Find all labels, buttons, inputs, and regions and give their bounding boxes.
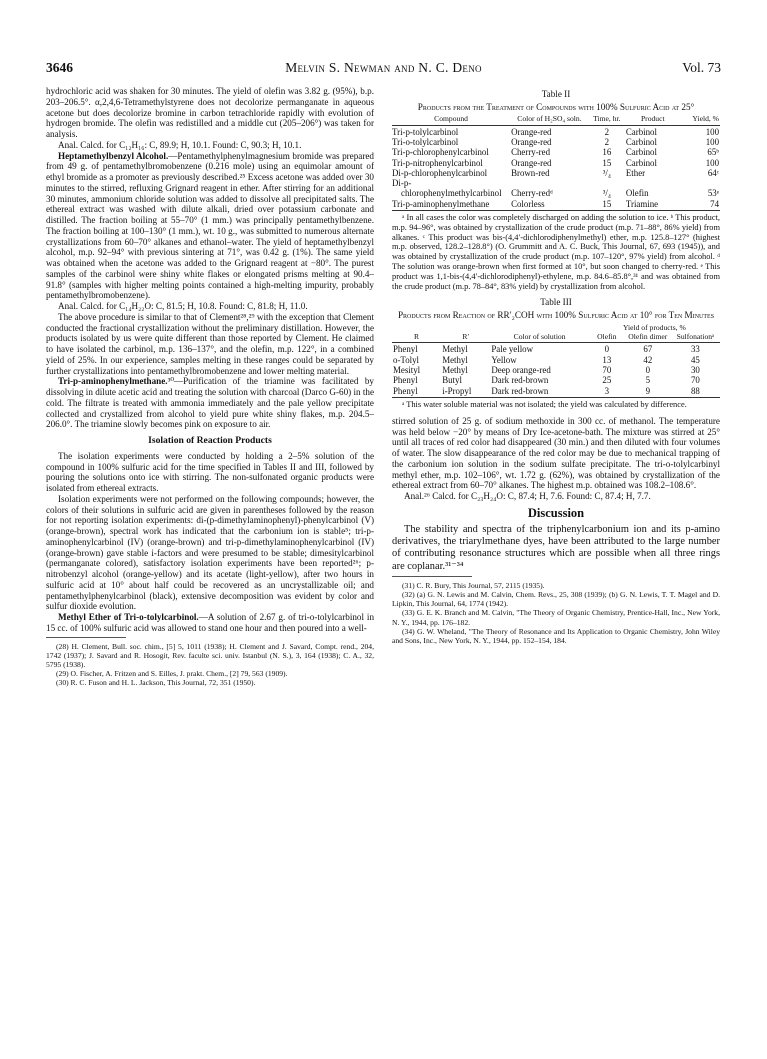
table-row — [392, 125, 720, 137]
table-cell: 13 — [602, 354, 612, 365]
table-header: Time, hr. — [589, 115, 625, 125]
table-header: Color of H₂SO₄ soln. — [510, 115, 589, 125]
table-cell: Colorless — [510, 199, 589, 211]
paragraph-text: —Pentamethylphenylmagnesium bromide was prepared from 49 g. of pentamethylbromobenzene (0.216 mole) using an equimolar amount of ethyl bromide as a promoter as previously described.²⁵ Excess acetone was added over 30 minutes to the stirred, refluxing Grignard reagent in ether. After stirring for an additional 30 minutes, ammonium chloride solution was added to dissolve all precipitated salts. The ethereal extract was washed with dilute alkali, dried over potassium carbonate and distilled. The fraction boiling at 55–70° (1 mm.) was principally pentamethylbenzene. The fraction boiling at 100–130° (1 mm.), wt. 10 g., was submitted to numerous alternate crystallizations from 60–70° alkanes and ethanol–water. The yield of heptamethylbenzyl alcohol, m.p. 92–94° with previous sintering at 71°, was 0.42 g. (1%). The same yield was obtained when the acetone was added to the Grignard reagent at −80°. The purest samples of the carbinol were shiny white flakes or elongated prisms melting at 90.4–91.8° (samples with higher melting points contained a high-melting impurity, probably pentamethylbromobenzene). — [46, 150, 374, 301]
table-cell: Orange-red — [511, 126, 552, 137]
table-cell: 74 — [681, 199, 720, 211]
table-cell: 53ᵉ — [707, 188, 719, 199]
table-row — [392, 158, 720, 168]
table-cell: 16 — [602, 147, 612, 158]
table-cell: 0 — [604, 344, 610, 355]
footnote: (31) C. R. Bury, This Journal, 57, 2115 (1935). — [402, 581, 545, 591]
table-cell: Cherry-red — [511, 147, 551, 158]
table-footnotes: ᵃ This water soluble material was not isolated; the yield was calculated by difference. — [402, 399, 687, 409]
table-label: Table II — [541, 89, 571, 99]
footnote: (30) R. C. Fuson and H. L. Jackson, This Journal, 72, 351 (1950). — [56, 677, 256, 687]
table-cell: 3 — [589, 386, 625, 398]
table-header: Yield, % — [681, 115, 720, 125]
table-cell: ³/₄ — [602, 188, 611, 199]
table-cell: Olefin — [625, 188, 649, 199]
table-cell: Dark red-brown — [491, 375, 549, 386]
table-ii — [392, 115, 720, 211]
section-heading: Discussion — [527, 505, 585, 520]
table-cell: Phenyl — [393, 344, 418, 355]
volume-label: Vol. 73 — [682, 60, 721, 75]
table-header: R — [392, 333, 441, 343]
table-cell: Brown-red — [511, 167, 550, 178]
footnote: (32) (a) G. N. Lewis and M. Calvin, Chem. Revs., 25, 308 (1939); (b) G. N. Lewis, T. T. Magel and D. Lipkin, This Journal, 64, 1774 (1942). — [392, 590, 720, 609]
table-cell: Tri-p-nitrophenylcarbinol — [392, 157, 483, 168]
run-in-heading: Heptamethylbenzyl Alcohol. — [58, 150, 169, 161]
paragraph: stirred solution of 25 g. of sodium methoxide in 300 cc. of methanol. The temperature was held below −20° by means of Dry Ice-acetone-bath. The mixture was stirred at 25° until all traces of red color had disappeared (30 min.) and then diluted with four volumes of water. The slow disappearance of the red color may be due to mechanical trapping of the carbonium ion solution in the sodium sulfate precipitate. The tri-o-tolylcarbinyl methyl ether, m.p. 102–106°, wt. 1.72 g. (62%), was obtained by crystallization of the ethereal extract from 60–70° alkanes. The highest m.p. obtained was 108.2–108.6°. — [392, 415, 720, 491]
table-row — [392, 375, 720, 385]
table-cell: Phenyl — [392, 386, 441, 398]
table-cell: 15 — [602, 157, 612, 168]
table-header: Olefin dimer — [625, 333, 671, 343]
table-cell: Tri-p-chlorophenylcarbinol — [392, 147, 489, 158]
table-cell: i-Propyl — [441, 386, 490, 398]
paragraph — [46, 612, 374, 634]
right-column — [392, 86, 720, 645]
table-cell: o-Tolyl — [393, 354, 419, 365]
table-cell: ³/₄ — [602, 167, 611, 178]
table-row — [392, 365, 720, 375]
table-cell: Dark red-brown — [490, 386, 588, 398]
table-iii — [392, 324, 720, 398]
table-cell: 70 — [690, 375, 700, 386]
table-cell: 30 — [690, 365, 700, 376]
table-row — [392, 199, 720, 211]
footnote-rule — [46, 637, 126, 638]
table-cell: 2 — [604, 136, 610, 147]
table-header: Color of solution — [490, 333, 588, 343]
table-cell: 64ᶜ — [707, 167, 719, 178]
table-header: Sulfonationᵃ — [671, 333, 720, 343]
section-heading: Isolation of Reaction Products — [148, 435, 272, 446]
table-row — [392, 343, 720, 355]
table-cell: Deep orange-red — [491, 365, 551, 376]
analysis-paragraph: Anal. Calcd. for C₁₂H₁₆: C, 89.9; H, 10.1. Found: C, 90.3; H, 10.1. — [58, 139, 302, 150]
table-cell: 100 — [705, 136, 719, 147]
table-cell: Di-p-chlorophenylmethylcarbinol — [392, 178, 502, 199]
table-cell: 100 — [705, 157, 719, 168]
paragraph-text: ³⁰—Purification of the triamine was facilitated by dissolving in dilute acetic acid and treating the solution with charcoal (Darco G-60) in the cold. The filtrate is treated with ammonia immediately and the pale yellow precipitate collected and crystallized from alcohol to yield pure white shiny flakes, m.p. 204.5–206.0°. The triamine slowly becomes pink on exposure to air. — [46, 376, 374, 430]
paragraph — [46, 376, 374, 430]
paragraph: hydrochloric acid was shaken for 30 minutes. The yield of olefin was 3.82 g. (95%), b.p. 203–206.5°. α,2,4,6-Tetramethylstyrene does not decolorize permanganate in aqueous acetone but does decolorize bromine in carbon tetrachloride rapidly with evolution of hydrogen bromide. The olefin was redistilled and a middle cut (205–206°) was taken for analysis. — [46, 86, 374, 139]
table-cell: Yellow — [491, 354, 517, 365]
table-row — [392, 168, 720, 178]
table-cell: Methyl — [442, 344, 468, 355]
table-cell: Orange-red — [511, 136, 552, 147]
paragraph: Isolation experiments were not performed on the following compounds; however, the colors of their solutions in sulfuric acid are given in parentheses followed by the reason for not reporting isolation experiments: di-(p-dimethylaminophenyl)-phenylcarbinol (V) (orange-brown), spectral work has indicated that the carbonium ion is stable⁵; tri-p-aminophenylcarbinol (IV) (orange-brown) and tri-p-dimethylaminophenylcarbinol (IV) (orange-brown) gave stable i-factors and were presumed to be stable; dimesitylcarbinol (permanganate colored), satisfactory isolation experiments have been reported²⁶; p-nitrobenzyl alcohol (orange-yellow) and its acetate (light-yellow), after two hours in sulfuric acid at 10° about half could be recovered as an uncrystallizable oil; and pentamethylphenylcarbinol (black), extensive decomposition was evident by color and sulfur dioxide evolution. — [46, 493, 374, 612]
page-number: 3646 — [46, 60, 73, 75]
run-in-heading: Tri-p-aminophenylmethane. — [58, 376, 168, 387]
table-cell: Di-p-chlorophenylcarbinol — [392, 167, 488, 178]
table-caption: Products from the Treatment of Compounds with 100% Sulfuric Acid at 25° — [417, 101, 695, 112]
table-cell: 9 — [625, 386, 671, 398]
table-cell: 70 — [602, 365, 612, 376]
table-cell: Pale yellow — [491, 344, 534, 355]
table-cell: Triamine — [625, 199, 681, 211]
table-cell: 25 — [602, 375, 612, 386]
table-row — [392, 386, 720, 398]
table-row — [392, 137, 720, 147]
table-cell: Orange-red — [511, 157, 552, 168]
table-row — [392, 178, 720, 199]
left-column — [46, 86, 374, 687]
paragraph-text: —A solution of 2.67 g. of tri-o-tolylcarbinol in 15 cc. of 100% sulfuric acid was allowed to stand one hour and then poured into a well- — [46, 612, 375, 633]
page-header — [46, 60, 721, 80]
table-cell: 45 — [690, 354, 700, 365]
footnote: (33) G. E. K. Branch and M. Calvin, "The Theory of Organic Chemistry, Prentice-Hall, Inc., New York, N. Y., 1944, pp. 176–182. — [392, 608, 720, 627]
table-cell: 42 — [643, 354, 653, 365]
table-cell: Phenyl — [393, 375, 418, 386]
group-header: Yield of products, % — [622, 322, 686, 332]
run-in-heading: Methyl Ether of Tri-o-tolylcarbinol. — [58, 612, 199, 622]
table-caption: Products from Reaction of RR′₂COH with 100% Sulfuric Acid at 10° for Ten Minutes — [397, 310, 715, 321]
paragraph: The stability and spectra of the triphenylcarbonium ion and its p-amino derivatives, the triarylmethane dyes, have been attributed to the large number of contributing resonance structures which are possible when all three rings are coplanar.³¹⁻³⁴ — [392, 523, 720, 572]
table-cell: Mesityl — [393, 365, 421, 376]
table-cell: Methyl — [442, 354, 468, 365]
analysis-paragraph: Anal. Calcd. for C₁₄H₂₂O: C, 81.5; H, 10.8. Found: C, 81.8; H, 11.0. — [58, 301, 308, 311]
table-cell: Carbinol — [625, 157, 657, 168]
table-cell: Carbinol — [625, 136, 657, 147]
footnote: (34) G. W. Wheland, "The Theory of Resonance and Its Application to Organic Chemistry, John Wiley and Sons, Inc., New York, N. Y., 1944, pp. 152–154, 184. — [392, 626, 720, 645]
analysis-paragraph: Anal.²⁶ Calcd. for C₂₃H₂₄O: C, 87.4; H, 7.6. Found: C, 87.4; H, 7.7. — [404, 491, 651, 501]
table-row — [392, 147, 720, 157]
table-header: Olefin — [589, 333, 625, 343]
table-cell: Tri-o-tolylcarbinol — [392, 136, 459, 147]
running-authors: Melvin S. Newman and N. C. Deno — [285, 60, 482, 75]
table-cell: 5 — [645, 375, 651, 386]
table-cell: 33 — [690, 344, 700, 355]
table-row — [392, 355, 720, 365]
table-header: R′ — [441, 333, 490, 343]
table-cell: 0 — [645, 365, 651, 376]
paragraph: The above procedure is similar to that of Clement²⁸,²⁹ with the exception that Clement conducted the fractional crystallization without the preliminary distillation. However, the products isolated by us were quite different than those reported by Clement. He claimed to have isolated the carbinol, m.p. 136–137°, and the olefin, m.p. 122°, in a combined yield of 25%. In our experience, samples melting in these ranges could be separated by further crystallizations into pentamethylbromobenzene and lower melting material. — [46, 311, 374, 376]
footnote: (28) H. Clement, Bull. soc. chim., [5] 5, 1011 (1938); H. Clement and J. Savard, Compt. rend., 204, 1742 (1937); J. Savard and R. Hosogit, Rev. faculte sci. univ. Istanbul (N. S.), 3, 164 (1938); C. A., 32, 5795 (1938). — [46, 641, 374, 669]
table-label: Table III — [540, 297, 572, 308]
table-cell: 2 — [604, 126, 610, 137]
table-cell: 15 — [589, 199, 625, 211]
table-cell: Cherry-redᵈ — [511, 188, 553, 199]
paragraph — [46, 151, 374, 302]
footnote-rule — [392, 576, 472, 577]
table-cell: Carbinol — [625, 126, 657, 137]
table-cell: 88 — [671, 386, 720, 398]
table-cell: Methyl — [442, 365, 468, 376]
table-cell: 67 — [643, 344, 653, 355]
table-cell: Carbinol — [625, 147, 657, 158]
table-header: Product — [625, 115, 681, 125]
table-header: Compound — [392, 115, 510, 125]
table-footnotes: ᵃ In all cases the color was completely discharged on adding the solution to ice. ᵇ This product, m.p. 94–96°, was obtained by crystallization of the crude product (m.p. 71–88°, 86% yield) from alkanes. ᶜ This product was bis-(4,4′-dichlorodiphenylmethyl) ether, m.p. 125.8–127° (highest m.p. observed, 128.2–128.8°) (O. Grummitt and A. C. Buck, This Journal, 67, 693 (1945)), and was obtained by crystallization of the crude product (m.p. 107–120°, 97% yield) from alcohol. ᵈ The solution was orange-brown when first formed at 10°, but soon changed to cherry-red. ᵉ This product was 1,1-bis-(4,4′-dichlorodiphenyl)-ethylene, m.p. 84.6–85.8°,³¹ and was obtained from the crude product (m.p. 78–84°, 83% yield) by crystallization from alcohol. — [392, 213, 720, 291]
paragraph: The isolation experiments were conducted by holding a 2–5% solution of the compound in 100% sulfuric acid for the time specified in Tables II and III, followed by pouring the solutions onto ice with stirring. The non-sulfonated organic products were isolated from ethereal extracts. — [46, 450, 374, 493]
table-cell: Butyl — [442, 375, 462, 386]
table-cell: Ether — [625, 167, 646, 178]
footnote: (29) O. Fischer, A. Fritzen and S. Eilles, J. prakt. Chem., [2] 79, 563 (1909). — [56, 668, 288, 678]
table-cell: 65ᵇ — [707, 147, 719, 158]
table-cell: Tri-p-aminophenylmethane — [392, 199, 510, 211]
table-cell: Tri-p-tolylcarbinol — [392, 126, 459, 137]
table-cell: 100 — [705, 126, 719, 137]
